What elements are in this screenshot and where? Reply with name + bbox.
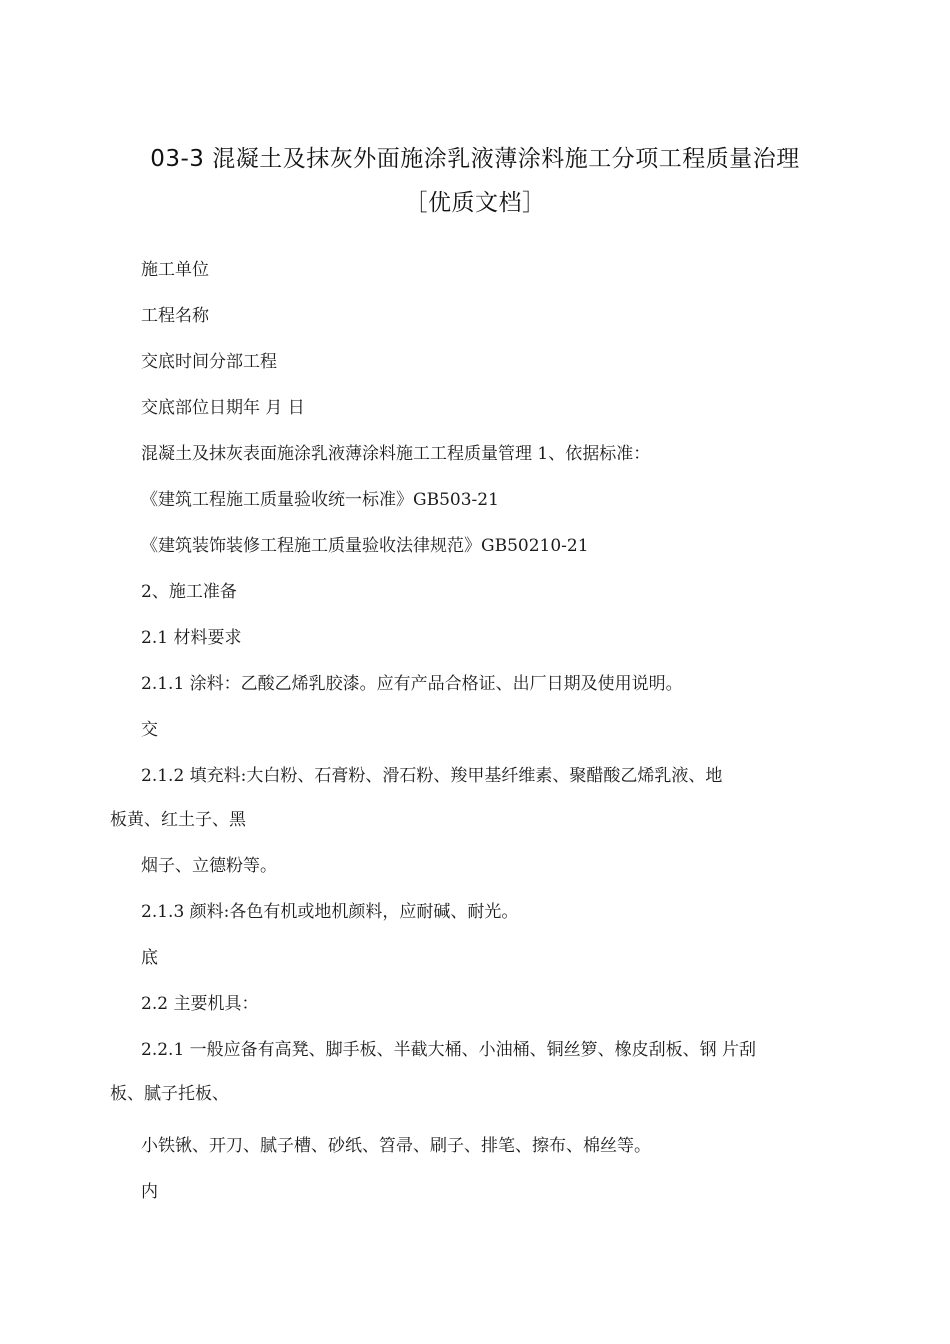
heading-main-tools: 2.2 主要机具： [141, 994, 259, 1014]
heading-construction-preparation: 2、施工准备 [141, 582, 237, 602]
heading-material-requirements: 2.1 材料要求 [141, 628, 242, 648]
side-mark-di: 底 [141, 948, 158, 968]
paragraph-tools-cont: 板、腻子托板、 [110, 1084, 229, 1104]
paragraph-tools-end: 小铁锹、开刀、腻子槽、砂纸、笤帚、刷子、排笔、擦布、棉丝等。 [141, 1136, 651, 1156]
paragraph-intro: 混凝土及抹灰表面施涂乳液薄涂料施工工程质量管理 1、依据标准： [141, 444, 651, 464]
side-mark-jiao: 交 [141, 720, 158, 740]
field-briefing-location-date: 交底部位日期年 月 日 [141, 398, 305, 418]
paragraph-filler-end: 烟子、立德粉等。 [141, 856, 277, 876]
document-title: 03-3 混凝土及抹灰外面施涂乳液薄涂料施工分项工程质量治理 [150, 146, 800, 172]
paragraph-pigment: 2.1.3 颜料:各色有机或地机颜料，应耐碱、耐光。 [141, 902, 519, 922]
paragraph-standard-1: 《建筑工程施工质量验收统一标准》GB503-21 [141, 490, 499, 510]
paragraph-filler-cont: 板黄、红土子、黑 [110, 810, 246, 830]
field-project-name: 工程名称 [141, 306, 209, 326]
paragraph-standard-2: 《建筑装饰装修工程施工质量验收法律规范》GB50210-21 [141, 536, 589, 556]
paragraph-tools: 2.2.1 一般应备有高凳、脚手板、半截大桶、小油桶、铜丝箩、橡皮刮板、钢 片刮 [141, 1040, 757, 1060]
side-mark-nei: 内 [141, 1182, 158, 1202]
document-subtitle: ［优质文档］ [404, 190, 546, 216]
field-briefing-time: 交底时间分部工程 [141, 352, 277, 372]
paragraph-filler: 2.1.2 填充料:大白粉、石膏粉、滑石粉、羧甲基纤维素、聚醋酸乙烯乳液、地 [141, 766, 723, 786]
paragraph-coating: 2.1.1 涂料：乙酸乙烯乳胶漆。应有产品合格证、出厂日期及使用说明。 [141, 674, 683, 694]
field-construction-unit: 施工单位 [141, 260, 209, 280]
